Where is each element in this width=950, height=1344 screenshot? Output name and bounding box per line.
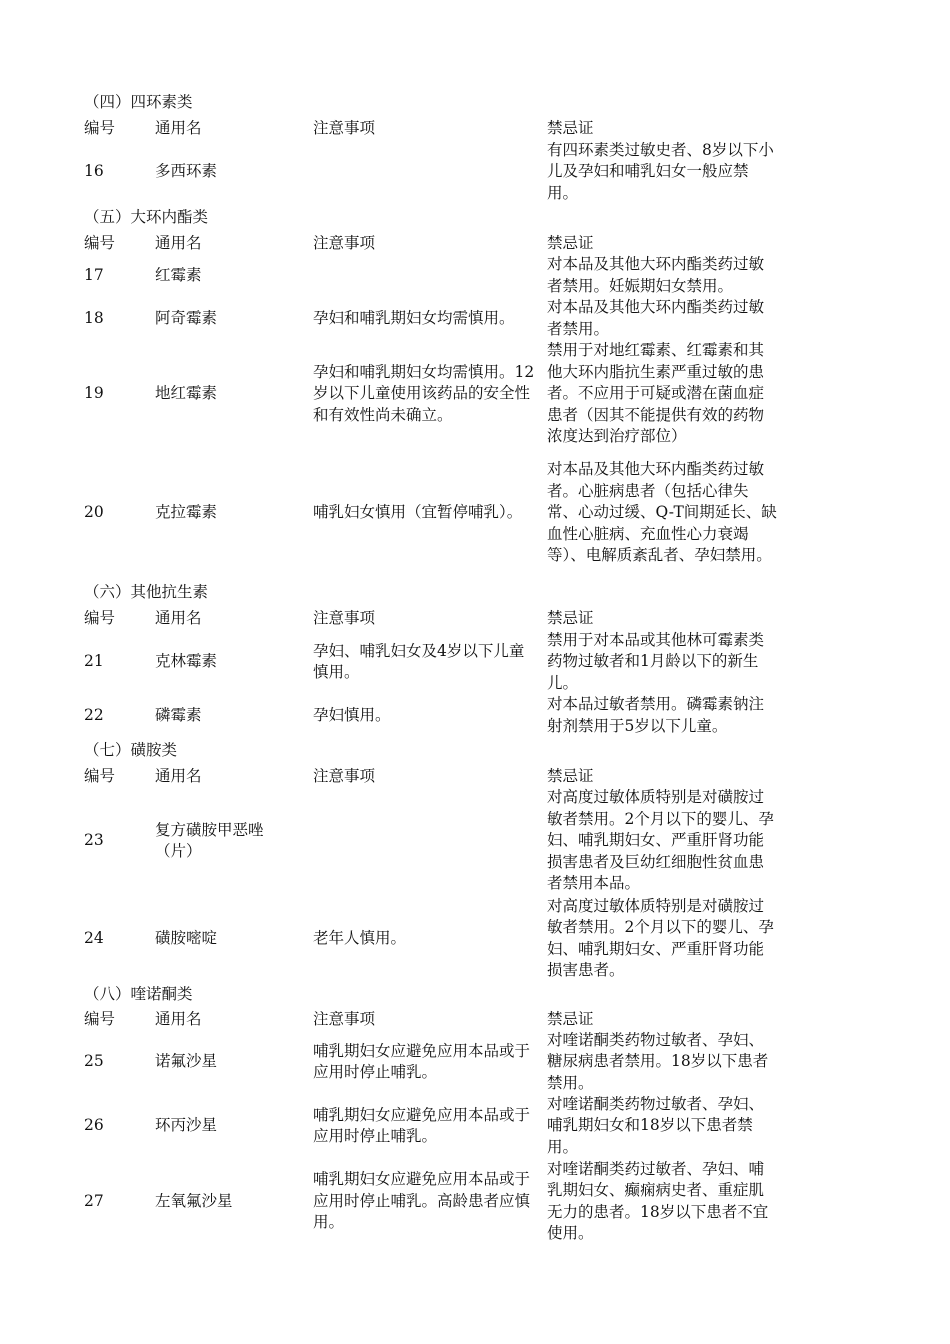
contraindications-text: 对本品过敏者禁用。磷霉素钠注射剂禁用于5岁以下儿童。 (547, 695, 765, 735)
table-header-row (0, 118, 950, 138)
precautions-text: 孕妇和哺乳期妇女均需慎用。12岁以下儿童使用该药品的安全性和有效性尚未确立。 (313, 362, 535, 424)
table-row (0, 630, 950, 694)
drug-name: 环丙沙星 (155, 1116, 218, 1135)
header-contraindications: 禁忌证 (547, 609, 594, 627)
header-number: 编号 (84, 234, 116, 252)
table-row (0, 254, 950, 297)
drug-name: 地红霉素 (155, 384, 218, 403)
header-contraindications: 禁忌证 (547, 767, 594, 785)
drug-name: 多西环素 (155, 162, 218, 181)
drug-name: 克林霉素 (155, 652, 218, 671)
table-header-row (0, 1009, 950, 1029)
precautions-text: 哺乳期妇女应避免应用本品或于应用时停止哺乳。 (313, 1041, 531, 1081)
drug-name: 阿奇霉素 (155, 308, 218, 327)
header-contraindications: 禁忌证 (547, 1010, 594, 1028)
row-number: 20 (84, 503, 104, 522)
header-generic-name: 通用名 (155, 119, 202, 137)
drug-name: 复方磺胺甲恶唑（片） (155, 820, 264, 860)
contraindications-text: 对本品及其他大环内酯类药过敏者禁用。 (547, 298, 765, 338)
contraindications-text: 有四环素类过敏史者、8岁以下小儿及孕妇和哺乳妇女一般应禁用。 (547, 140, 774, 202)
section-title: （五）大环内酯类 (84, 208, 209, 226)
row-number: 21 (84, 652, 104, 671)
precautions-text: 孕妇慎用。 (313, 705, 391, 724)
header-precautions: 注意事项 (313, 1010, 376, 1028)
table-row (0, 1158, 950, 1245)
header-precautions: 注意事项 (313, 234, 376, 252)
drug-name: 磷霉素 (155, 705, 202, 724)
row-number: 19 (84, 384, 104, 403)
table-row (0, 140, 950, 204)
precautions-text: 孕妇、哺乳妇女及4岁以下儿童慎用。 (313, 641, 525, 681)
section-title: （四）四环素类 (84, 93, 193, 111)
row-number: 27 (84, 1191, 104, 1210)
header-number: 编号 (84, 609, 116, 627)
section-title: （八）喹诺酮类 (84, 985, 193, 1003)
row-number: 17 (84, 265, 104, 284)
row-number: 26 (84, 1116, 104, 1135)
header-generic-name: 通用名 (155, 609, 202, 627)
contraindications-text: 对喹诺酮类药物过敏者、孕妇、哺乳期妇女和18岁以下患者禁用。 (547, 1094, 765, 1156)
table-row (0, 297, 950, 340)
drug-name: 左氧氟沙星 (155, 1191, 233, 1210)
contraindications-text: 对本品及其他大环内酯类药过敏者禁用。妊娠期妇女禁用。 (547, 255, 765, 295)
table-row (0, 694, 950, 737)
drug-name: 诺氟沙星 (155, 1052, 218, 1071)
precautions-text: 哺乳妇女慎用（宜暂停哺乳）。 (313, 503, 523, 522)
precautions-text: 孕妇和哺乳期妇女均需慎用。 (313, 308, 515, 327)
table-row (0, 787, 950, 895)
row-number: 24 (84, 928, 104, 947)
table-header-row (0, 766, 950, 786)
contraindications-text: 对喹诺酮类药过敏者、孕妇、哺乳期妇女、癫痫病史者、重症肌无力的患者。18岁以下患者不宜使用。 (547, 1159, 769, 1242)
row-number: 18 (84, 308, 104, 327)
table-header-row (0, 233, 950, 253)
drug-name: 克拉霉素 (155, 503, 218, 522)
header-generic-name: 通用名 (155, 1010, 202, 1028)
contraindications-text: 对高度过敏体质特别是对磺胺过敏者禁用。2个月以下的婴儿、孕妇、哺乳期妇女、严重肝肾功能损害患者。 (547, 896, 774, 979)
table-row (0, 895, 950, 982)
header-generic-name: 通用名 (155, 767, 202, 785)
table-row (0, 1094, 950, 1158)
header-generic-name: 通用名 (155, 234, 202, 252)
contraindications-text: 禁用于对本品或其他林可霉素类药物过敏者和1月龄以下的新生儿。 (547, 630, 765, 692)
row-number: 22 (84, 705, 104, 724)
header-number: 编号 (84, 119, 116, 137)
section-title: （七）磺胺类 (84, 741, 178, 759)
header-precautions: 注意事项 (313, 119, 376, 137)
row-number: 23 (84, 831, 104, 850)
precautions-text: 老年人慎用。 (313, 928, 407, 947)
table-row (0, 340, 950, 448)
header-number: 编号 (84, 1010, 116, 1028)
table-row (0, 448, 950, 578)
header-contraindications: 禁忌证 (547, 234, 594, 252)
header-number: 编号 (84, 767, 116, 785)
table-row (0, 1030, 950, 1094)
header-precautions: 注意事项 (313, 609, 376, 627)
contraindications-text: 对喹诺酮类药物过敏者、孕妇、糖尿病患者禁用。18岁以下患者禁用。 (547, 1030, 769, 1092)
header-precautions: 注意事项 (313, 767, 376, 785)
section-title: （六）其他抗生素 (84, 583, 209, 601)
drug-name: 红霉素 (155, 265, 202, 284)
table-header-row (0, 608, 950, 628)
row-number: 25 (84, 1052, 104, 1071)
contraindications-text: 禁用于对地红霉素、红霉素和其他大环内脂抗生素严重过敏的患者。不应用于可疑或潜在菌血症患者（因其不能提供有效的药物浓度达到治疗部位） (547, 341, 765, 446)
contraindications-text: 对本品及其他大环内酯类药过敏者。心脏病患者（包括心律失常、心动过缓、Q-T间期延长、缺血性心脏病、充血性心力衰竭等）、电解质紊乱者、孕妇禁用。 (547, 460, 777, 565)
precautions-text: 哺乳期妇女应避免应用本品或于应用时停止哺乳。 (313, 1105, 531, 1145)
header-contraindications: 禁忌证 (547, 119, 594, 137)
row-number: 16 (84, 162, 104, 181)
drug-name: 磺胺嘧啶 (155, 928, 218, 947)
precautions-text: 哺乳期妇女应避免应用本品或于应用时停止哺乳。高龄患者应慎用。 (313, 1170, 531, 1232)
contraindications-text: 对高度过敏体质特别是对磺胺过敏者禁用。2个月以下的婴儿、孕妇、哺乳期妇女、严重肝肾功能损害患者及巨幼红细胞性贫血患者禁用本品。 (547, 788, 774, 893)
